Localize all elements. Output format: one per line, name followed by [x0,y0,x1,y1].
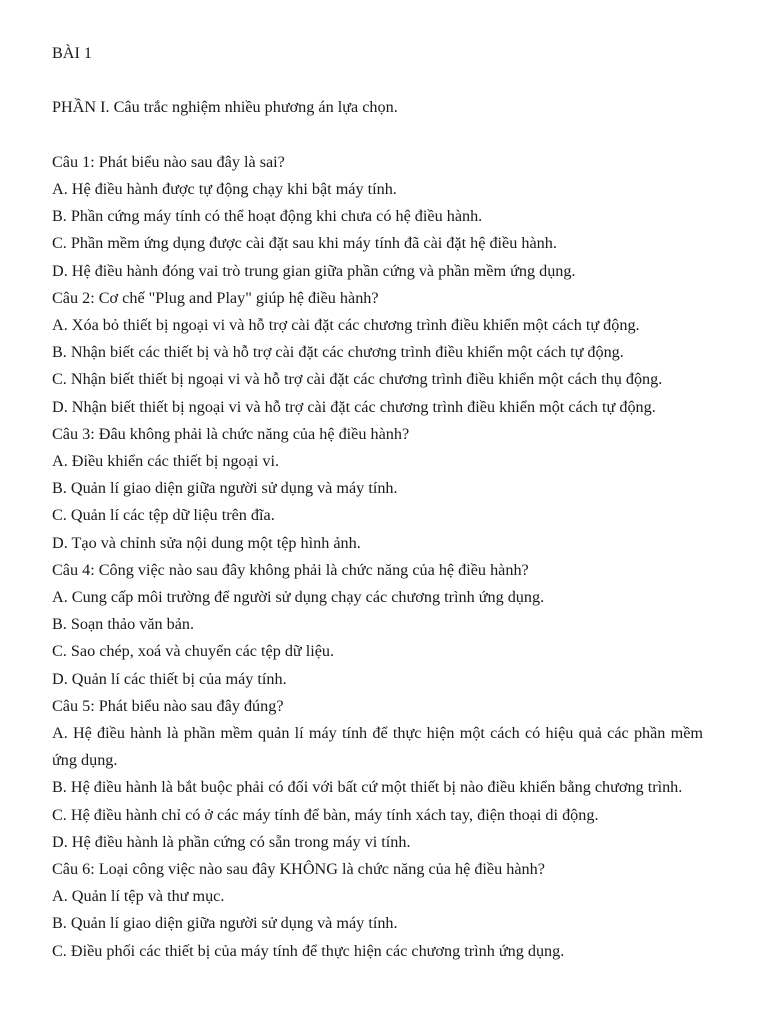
answer-option: B. Soạn thảo văn bản. [52,615,195,634]
question-item [52,421,703,557]
question-stem: Câu 2: Cơ chế "Plug and Play" giúp hệ điều hành? [52,288,379,307]
answer-option: B. Nhận biết các thiết bị và hỗ trợ cài đặt các chương trình điều khiển một cách tự động. [52,343,624,362]
question-stem: Câu 3: Đâu không phải là chức năng của hệ điều hành? [52,424,410,443]
answer-option: C. Quản lí các tệp dữ liệu trên đĩa. [52,506,275,525]
document-title: BÀI 1 [52,44,93,62]
answer-option: C. Điều phối các thiết bị của máy tính để thực hiện các chương trình ứng dụng. [52,941,565,960]
question-item [52,557,703,693]
answer-option: D. Hệ điều hành là phần cứng có sẵn trong máy vi tính. [52,832,411,851]
question-item [52,285,703,421]
answer-option: C. Phần mềm ứng dụng được cài đặt sau khi máy tính đã cài đặt hệ điều hành. [52,234,557,253]
answer-option: C. Sao chép, xoá và chuyển các tệp dữ liệu. [52,642,335,661]
answer-option: B. Hệ điều hành là bắt buộc phải có đối với bất cứ một thiết bị nào điều khiển bằng chương trình. [52,778,683,797]
answer-option: D. Hệ điều hành đóng vai trò trung gian giữa phần cứng và phần mềm ứng dụng. [52,261,576,280]
question-item [52,149,703,285]
answer-option: B. Quản lí giao diện giữa người sử dụng và máy tính. [52,479,398,498]
answer-option: A. Hệ điều hành là phần mềm quản lí máy tính để thực hiện một cách có hiệu quả các phần mềm ứng dụng. [52,724,703,770]
answer-option: C. Nhận biết thiết bị ngoại vi và hỗ trợ cài đặt các chương trình điều khiển một cách thụ động. [52,370,663,389]
section-heading: PHẦN I. Câu trắc nghiệm nhiều phương án lựa chọn. [52,98,398,117]
answer-option: B. Phần cứng máy tính có thể hoạt động khi chưa có hệ điều hành. [52,207,483,226]
answer-option: A. Quản lí tệp và thư mục. [52,887,225,906]
document-header [52,40,703,122]
answer-option: A. Cung cấp môi trường để người sử dụng chạy các chương trình ứng dụng. [52,588,545,607]
answer-option: D. Nhận biết thiết bị ngoại vi và hỗ trợ cài đặt các chương trình điều khiển một cách tự động. [52,397,656,416]
answer-option: A. Điều khiển các thiết bị ngoại vi. [52,452,280,471]
answer-option: C. Hệ điều hành chỉ có ở các máy tính để bàn, máy tính xách tay, điện thoại di động. [52,805,599,824]
answer-option: D. Quản lí các thiết bị của máy tính. [52,669,287,688]
question-stem: Câu 4: Công việc nào sau đây không phải là chức năng của hệ điều hành? [52,560,529,579]
answer-option: A. Xóa bỏ thiết bị ngoại vi và hỗ trợ cài đặt các chương trình điều khiển một cách tự động. [52,316,640,334]
answer-option: B. Quản lí giao diện giữa người sử dụng và máy tính. [52,914,398,933]
question-stem: Câu 1: Phát biểu nào sau đây là sai? [52,152,285,171]
question-item [52,693,703,856]
question-stem: Câu 5: Phát biểu nào sau đây đúng? [52,696,284,715]
question-list [52,149,703,965]
answer-option: A. Hệ điều hành được tự động chạy khi bật máy tính. [52,179,397,198]
question-stem: Câu 6: Loại công việc nào sau đây KHÔNG là chức năng của hệ điều hành? [52,860,545,879]
question-item [52,856,703,965]
answer-option: D. Tạo và chỉnh sửa nội dung một tệp hình ảnh. [52,533,361,552]
